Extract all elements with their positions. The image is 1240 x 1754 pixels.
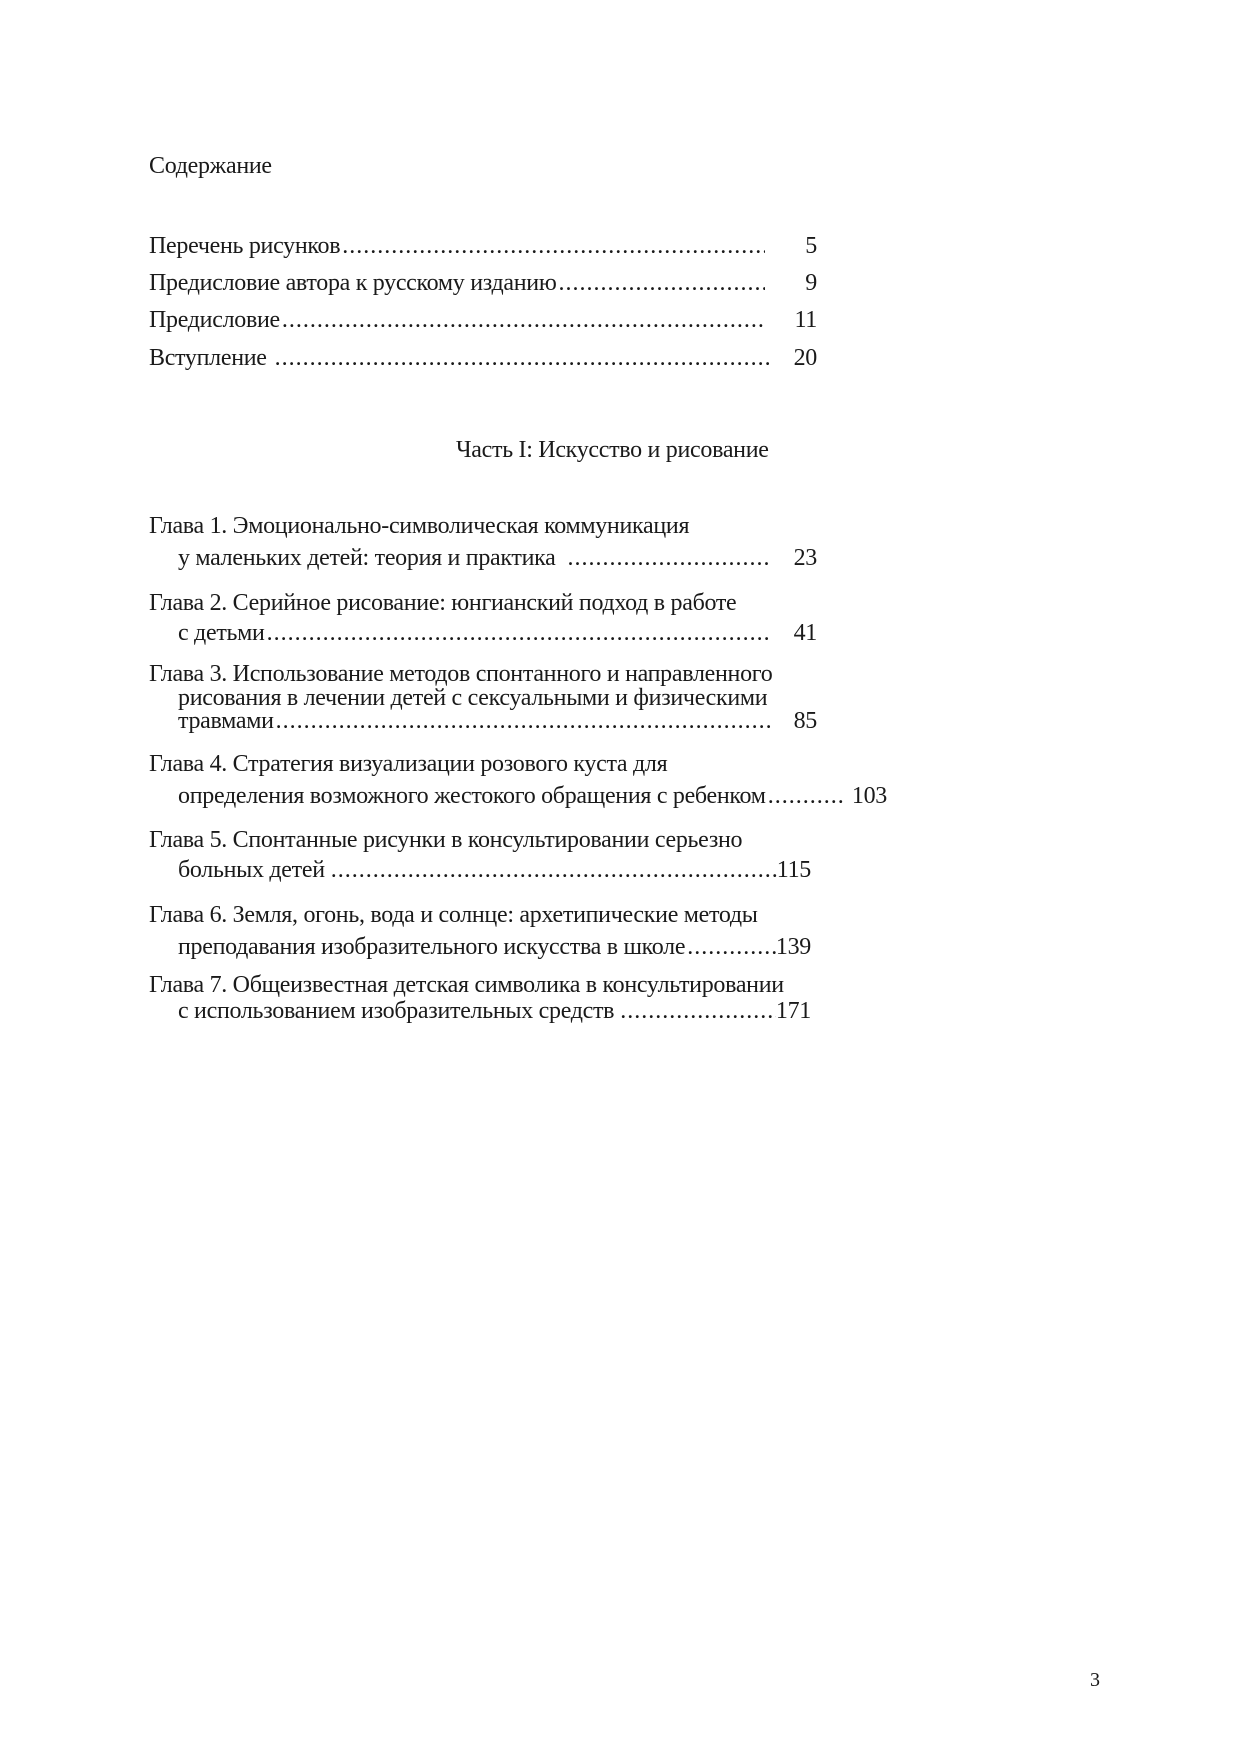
toc-entry-label: Предисловие	[149, 307, 280, 333]
toc-entry-page: 20	[793, 345, 817, 371]
chapter-title-line: у маленьких детей: теория и практика	[178, 545, 556, 571]
page-number: 3	[1090, 1669, 1100, 1691]
dot-leader	[558, 269, 765, 297]
chapter-entry	[178, 544, 817, 572]
chapter-entry	[178, 782, 887, 810]
toc-entry	[149, 306, 817, 334]
chapter-title-line: с использованием изобразительных средств	[178, 998, 615, 1024]
dot-leader	[275, 344, 772, 372]
chapter-page: 103	[851, 783, 887, 809]
chapter-title-line: больных детей	[178, 857, 325, 883]
chapter-title-line: Глава 3. Использование методов спонтанного и направленного	[149, 661, 773, 687]
page-title: Содержание	[149, 153, 272, 179]
chapter-title-line: Глава 2. Серийное рисование: юнгианский подход в работе	[149, 590, 737, 616]
toc-entry-page: 11	[794, 307, 817, 333]
chapter-title-line: Глава 4. Стратегия визуализации розового куста для	[149, 751, 668, 777]
chapter-entry	[178, 707, 817, 735]
toc-entry-page: 5	[805, 233, 817, 259]
toc-entry-label: Предисловие автора к русскому изданию	[149, 270, 557, 296]
chapter-page: 139	[775, 934, 811, 960]
chapter-entry	[178, 619, 817, 647]
chapter-title-line: Глава 7. Общеизвестная детская символика в консультировании	[149, 972, 784, 998]
chapter-entry	[178, 856, 811, 884]
chapter-title-line: определения возможного жестокого обращения с ребенком	[178, 783, 766, 809]
chapter-title-line: преподавания изобразительного искусства в школе	[178, 934, 686, 960]
dot-leader	[620, 997, 776, 1025]
toc-entry-page: 9	[805, 270, 817, 296]
chapter-entry	[178, 933, 811, 961]
toc-entry	[149, 269, 817, 297]
dot-leader	[331, 856, 777, 884]
chapter-title-line: травмами	[178, 708, 274, 734]
chapter-title-line: Глава 1. Эмоционально-символическая коммуникация	[149, 513, 690, 539]
dot-leader	[267, 619, 772, 647]
dot-leader	[568, 544, 772, 572]
dot-leader	[282, 306, 767, 334]
dot-leader	[342, 232, 765, 260]
dot-leader	[276, 707, 772, 735]
toc-entry-label: Вступление	[149, 345, 267, 371]
toc-entry-label: Перечень рисунков	[149, 233, 341, 259]
dot-leader	[687, 933, 776, 961]
chapter-page: 171	[775, 998, 811, 1024]
chapter-page: 41	[793, 620, 817, 646]
toc-entry	[149, 344, 817, 372]
chapter-title-line: рисования в лечении детей с сексуальными и физическими	[178, 685, 768, 711]
dot-leader	[768, 782, 846, 810]
part-title: Часть I: Искусство и рисование	[456, 437, 769, 463]
chapter-page: 115	[776, 857, 811, 883]
chapter-title-line: с детьми	[178, 620, 265, 646]
toc-entry	[149, 232, 817, 260]
chapter-title-line: Глава 5. Спонтанные рисунки в консультировании серьезно	[149, 827, 743, 853]
chapter-title-line: Глава 6. Земля, огонь, вода и солнце: архетипические методы	[149, 902, 758, 928]
chapter-page: 85	[793, 708, 817, 734]
chapter-page: 23	[793, 545, 817, 571]
chapter-entry	[178, 997, 811, 1025]
